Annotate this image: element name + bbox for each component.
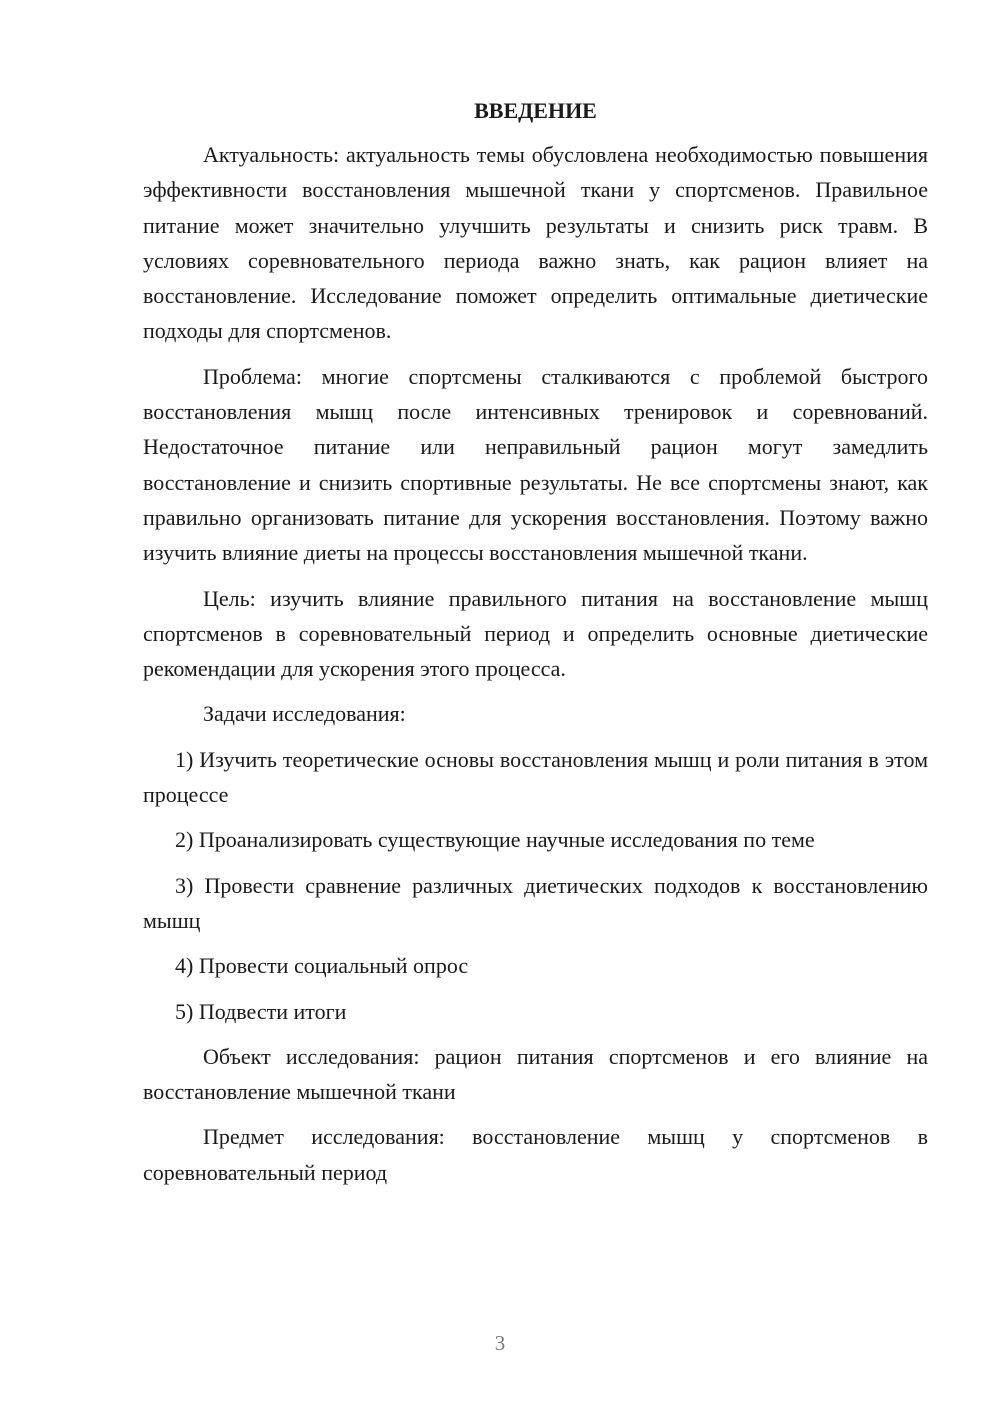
task-item-3: 3) Провести сравнение различных диетических подходов к восстановлению мышц <box>143 872 928 933</box>
document-page <box>143 95 928 1190</box>
subject-paragraph: Предмет исследования: восстановление мышц у спортсменов в соревновательный период <box>143 1124 928 1185</box>
tasks-heading: Задачи исследования: <box>203 701 406 727</box>
task-item-4: 4) Провести социальный опрос <box>175 953 469 979</box>
object-paragraph: Объект исследования: рацион питания спортсменов и его влияние на восстановление мышечной ткани <box>143 1043 928 1105</box>
problem-paragraph: Проблема: многие спортсмены сталкиваются с проблемой быстрого восстановления мышц после интенсивных тренировок и соревнований. Недостаточное питание или неправильный рацион могут замедлить восстановление и снизить спортивные результаты. Не все спортсмены знают, как правильно организовать питание для ускорения восстановления. Поэтому важно изучить влияние диеты на процессы восстановления мышечной ткани. <box>143 363 928 566</box>
goal-paragraph: Цель: изучить влияние правильного питания на восстановление мышц спортсменов в соревновательный период и определить основные диетические рекомендации для ускорения этого процесса. <box>143 585 928 682</box>
relevance-paragraph: Актуальность: актуальность темы обусловлена необходимостью повышения эффективности восстановления мышечной ткани у спортсменов. Правильное питание может значительно улучшить результаты и снизить риск травм. В условиях соревновательного периода важно знать, как рацион влияет на восстановление. Исследование поможет определить оптимальные диетические подходы для спортсменов. <box>143 142 928 344</box>
task-item-1: 1) Изучить теоретические основы восстановления мышц и роли питания в этом процессе <box>143 746 928 808</box>
section-title: ВВЕДЕНИЕ <box>474 98 597 123</box>
page-number: 3 <box>494 1331 506 1355</box>
task-item-5: 5) Подвести итоги <box>175 998 347 1024</box>
task-item-2: 2) Проанализировать существующие научные исследования по теме <box>175 827 815 853</box>
